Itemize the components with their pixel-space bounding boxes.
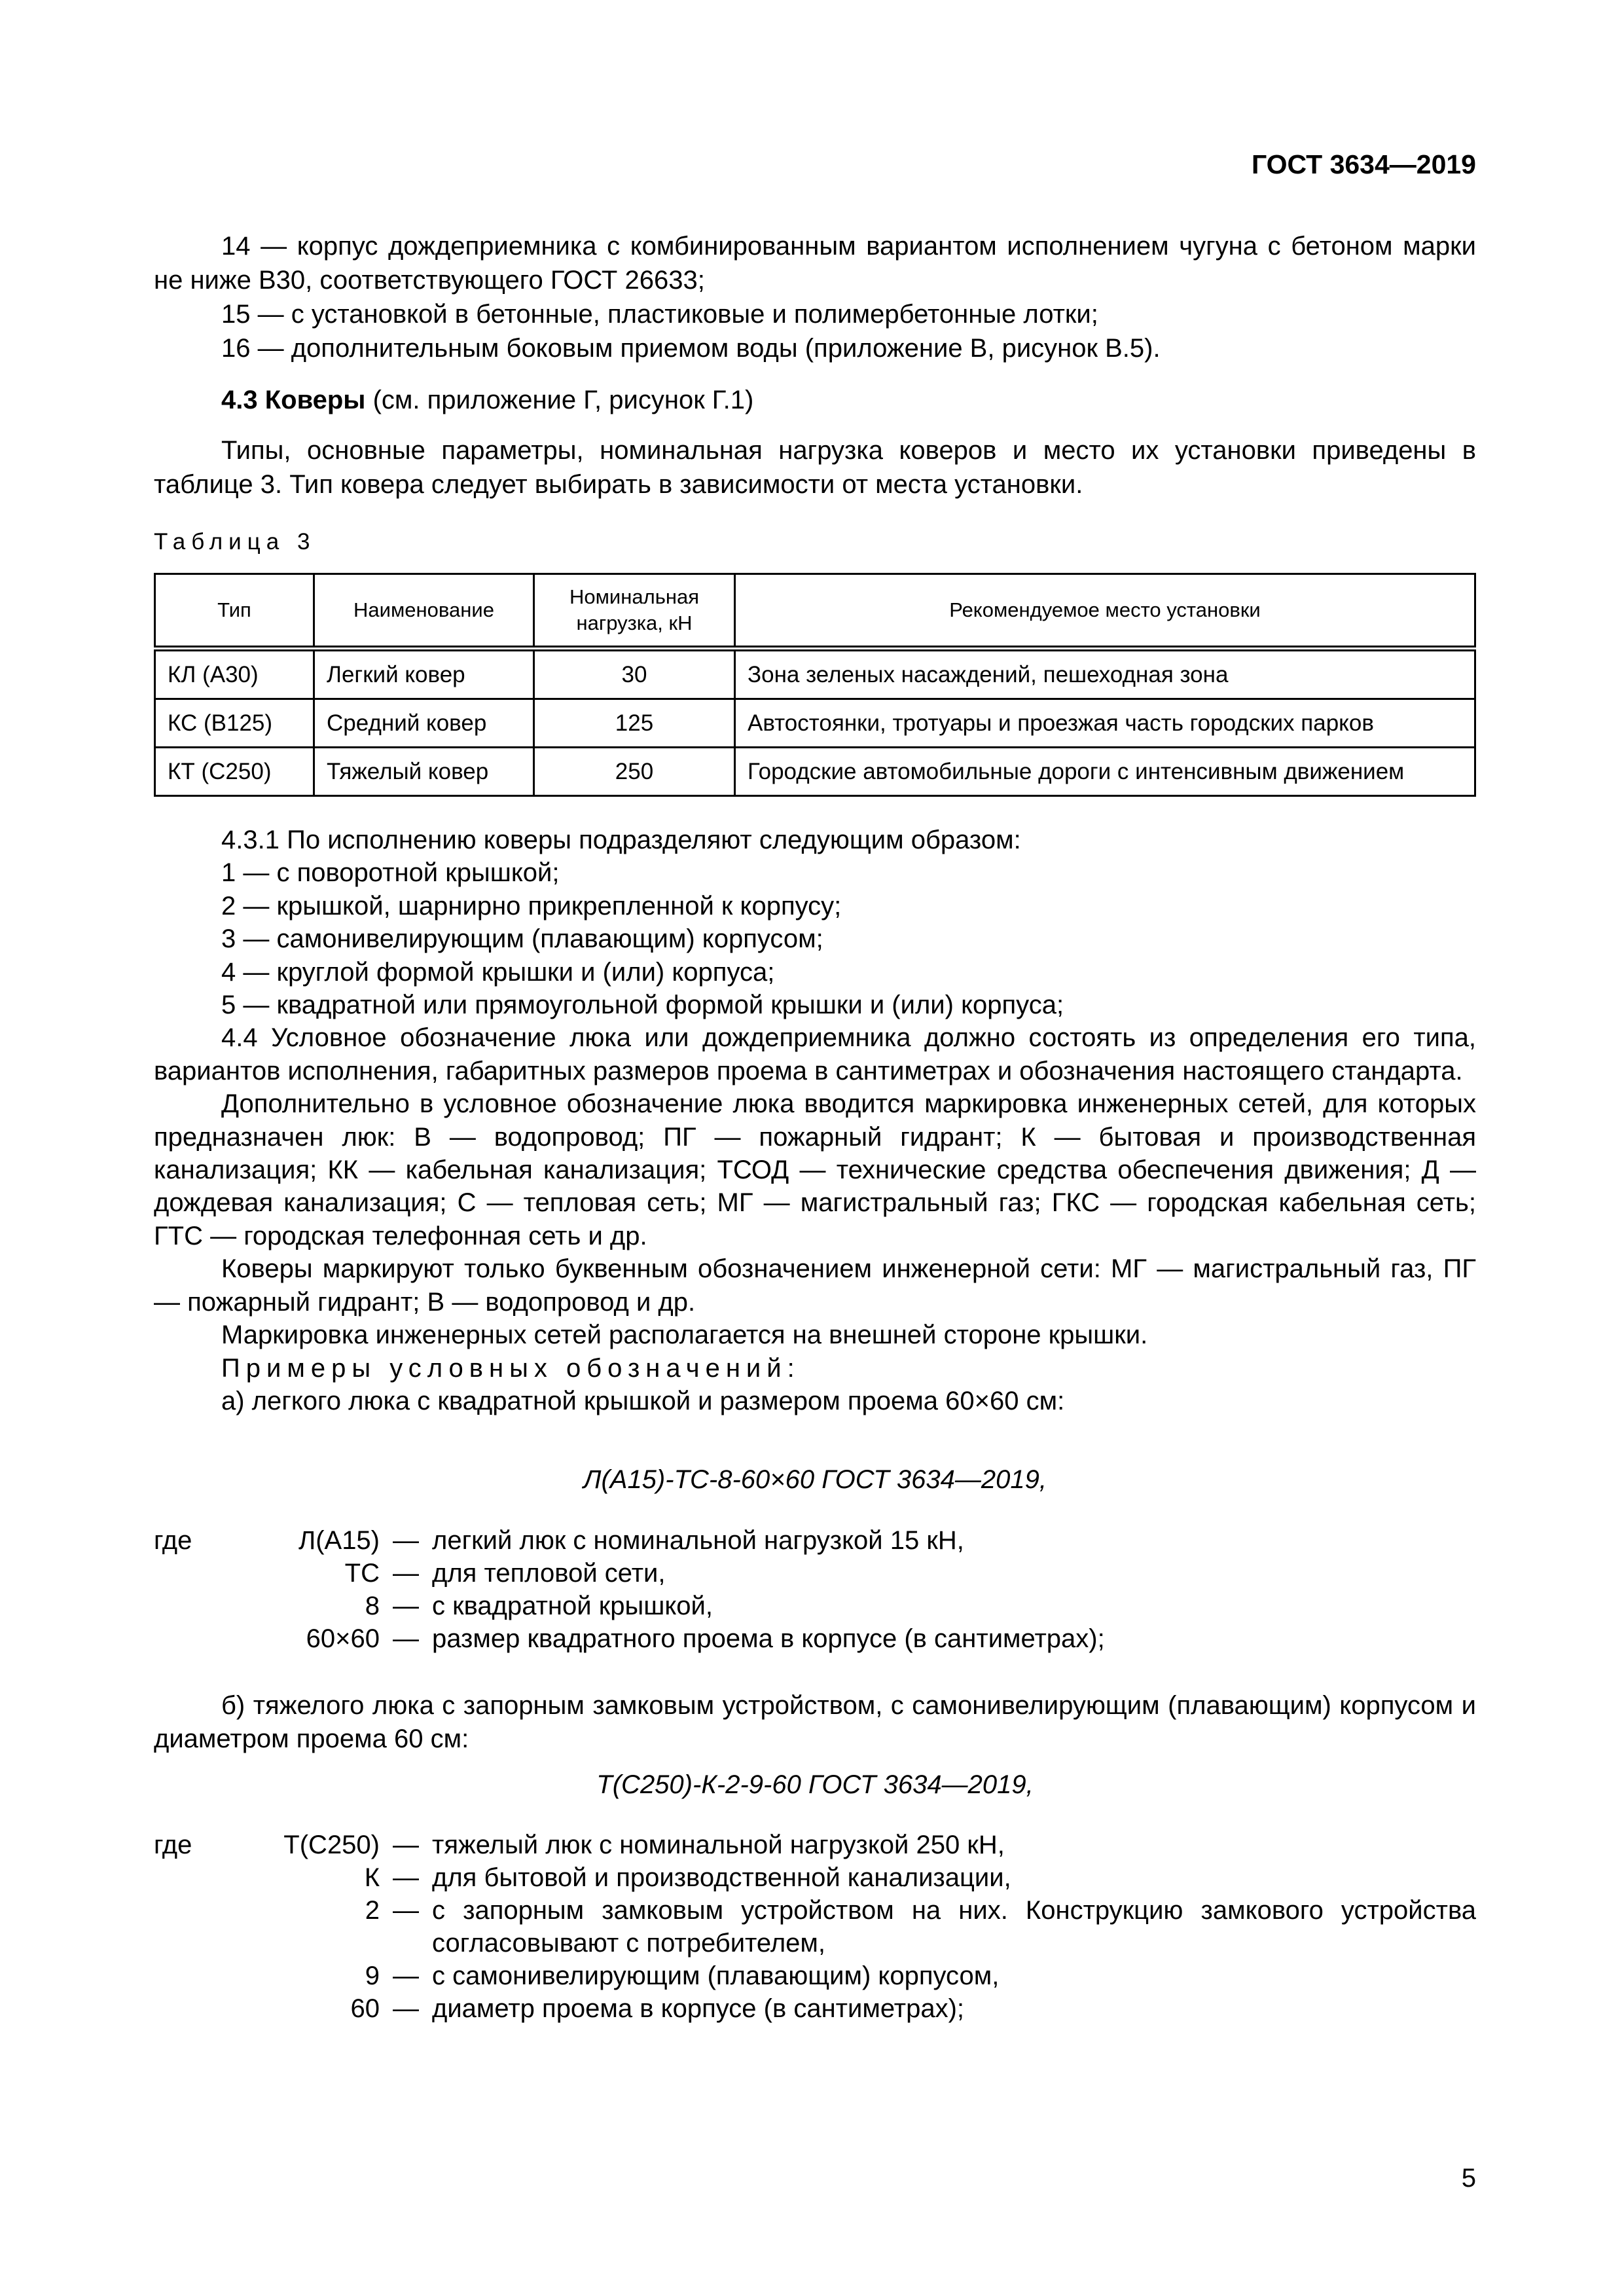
section-paragraph (154, 433, 1476, 501)
document-code-header: ГОСТ 3634—2019 (1251, 149, 1476, 179)
dash: — (393, 1592, 419, 1620)
cell-name: Тяжелый ковер (314, 748, 534, 796)
section-heading (154, 384, 1476, 417)
definition-value: тяжелый люк с номинальной нагрузкой 250 кН, (432, 1831, 1005, 1859)
definition-key: 60 (350, 1994, 380, 2023)
cell-load: 125 (534, 699, 735, 748)
definition-row (154, 1992, 1476, 2025)
section-title: 4.3 Коверы (221, 386, 366, 414)
table-row (155, 699, 1475, 748)
cell-place: Городские автомобильные дороги с интенсивным движением (735, 748, 1475, 796)
cell-place: Автостоянки, тротуары и проезжая часть городских парков (735, 699, 1475, 748)
table-row (155, 748, 1475, 796)
definition-key: ТС (344, 1559, 380, 1588)
definition-row (154, 1894, 1476, 1959)
example-a-definitions (154, 1524, 1476, 1655)
definition-value: легкий люк с номинальной нагрузкой 15 кН, (432, 1526, 964, 1555)
example-a-formula: Л(А15)-ТС-8-60×60 ГОСТ 3634—2019, (583, 1465, 1047, 1494)
definition-key: 2 (365, 1896, 380, 1925)
definition-row (154, 1861, 1476, 1894)
column-header: Наименование (314, 574, 534, 649)
cell-load: 250 (534, 748, 735, 796)
definition-key: Т(С250) (283, 1831, 380, 1859)
definition-row (154, 1524, 1476, 1557)
definition-value: для бытовой и производственной канализации, (432, 1863, 1011, 1892)
coverings-table (154, 573, 1476, 797)
paragraph: Типы, основные параметры, номинальная нагрузка коверов и место их установки приведены в таблице 3. Тип ковера следует выбирать в зависимости от места установки. (154, 436, 1476, 499)
dash: — (393, 1961, 419, 1990)
where-label: где (154, 1526, 192, 1555)
paragraph: Коверы маркируют только буквенным обозначением инженерной сети: МГ — магистральный газ, ПГ — пожарный гидрант; В — водопровод и др. (154, 1254, 1476, 1317)
cell-type: КЛ (А30) (155, 649, 314, 699)
definition-key: 9 (365, 1961, 380, 1990)
definition-value: размер квадратного проема в корпусе (в сантиметрах); (432, 1624, 1105, 1653)
dash: — (393, 1994, 419, 2023)
example-b-formula: Т(С250)-К-2-9-60 ГОСТ 3634—2019, (596, 1770, 1034, 1799)
list-item: 1 — с поворотной крышкой; (221, 858, 560, 888)
dash: — (393, 1831, 419, 1859)
section-ref: (см. приложение Г, рисунок Г.1) (365, 386, 754, 414)
page-number: 5 (1461, 2164, 1476, 2193)
example-b-definitions (154, 1829, 1476, 2025)
cell-type: КС (В125) (155, 699, 314, 748)
body-text (154, 824, 1476, 1417)
column-header: Рекомендуемое место установки (735, 574, 1475, 649)
definition-key: Л(А15) (298, 1526, 380, 1555)
definition-row (154, 1557, 1476, 1590)
example-b-text: б) тяжелого люка с запорным замковым устройством, с самонивелирующим (плавающим) корпусом и диаметром проема 60 см: (154, 1691, 1476, 1753)
table-row (155, 649, 1475, 699)
list-item: 14 — корпус дождеприемника с комбинированным вариантом исполнением чугуна с бетоном марки не ниже В30, соответствующего ГОСТ 26633; (154, 232, 1476, 295)
where-label: где (154, 1831, 192, 1859)
list-item: 2 — крышкой, шарнирно прикрепленной к корпусу; (221, 891, 842, 920)
example-a-text: а) легкого люка с квадратной крышкой и размером проема 60×60 см: (221, 1386, 1065, 1415)
example-b-intro (154, 1689, 1476, 1756)
dash: — (393, 1526, 419, 1555)
cell-place: Зона зеленых насаждений, пешеходная зона (735, 649, 1475, 699)
paragraph: Дополнительно в условное обозначение люка вводится маркировка инженерных сетей, для которых предназначен люк: В — водопровод; ПГ — пожарный гидрант; К — бытовая и производственная канализация; КК — кабельная канализация; ТСОД — технические средства обеспечения движения; Д — дождевая канализация; С — тепловая сеть; МГ — магистральный газ; ГКС — городская кабельная сеть; ГТС — городская телефонная сеть и др. (154, 1089, 1476, 1250)
definition-key: К (364, 1863, 380, 1892)
definition-value: для тепловой сети, (432, 1559, 666, 1588)
intro-list (154, 229, 1476, 365)
list-item: 15 — с установкой в бетонные, пластиковые и полимербетонные лотки; (221, 300, 1098, 329)
dash: — (393, 1896, 419, 1925)
dash: — (393, 1624, 419, 1653)
definition-row (154, 1590, 1476, 1622)
definition-key: 60×60 (306, 1624, 380, 1653)
dash: — (393, 1863, 419, 1892)
dash: — (393, 1559, 419, 1588)
definition-key: 8 (365, 1592, 380, 1620)
definition-row (154, 1829, 1476, 1861)
paragraph: 4.3.1 По исполнению коверы подразделяют следующим образом: (221, 826, 1021, 854)
definition-row (154, 1622, 1476, 1655)
examples-heading: Примеры условных обозначений: (221, 1353, 801, 1383)
table-header-row (155, 574, 1475, 649)
list-item: 4 — круглой формой крышки и (или) корпуса; (221, 957, 775, 987)
definition-row (154, 1959, 1476, 1992)
cell-name: Легкий ковер (314, 649, 534, 699)
definition-value: с самонивелирующим (плавающим) корпусом, (432, 1961, 1000, 1990)
cell-name: Средний ковер (314, 699, 534, 748)
list-item: 5 — квадратной или прямоугольной формой крышки и (или) корпуса; (221, 991, 1064, 1020)
cell-load: 30 (534, 649, 735, 699)
definition-value: диаметр проема в корпусе (в сантиметрах); (432, 1994, 965, 2023)
column-header: Тип (155, 574, 314, 649)
list-item: 3 — самонивелирующим (плавающим) корпусом; (221, 924, 823, 954)
cell-type: КТ (С250) (155, 748, 314, 796)
paragraph: Маркировка инженерных сетей располагается на внешней стороне крышки. (221, 1321, 1148, 1350)
list-item: 16 — дополнительным боковым приемом воды (приложение В, рисунок В.5). (221, 334, 1161, 363)
definition-value: с квадратной крышкой, (432, 1592, 713, 1620)
table-caption: Таблица 3 (154, 529, 316, 555)
definition-value: с запорным замковым устройством на них. Конструкцию замкового устройства согласовывают с потребителем, (432, 1896, 1476, 1958)
paragraph: 4.4 Условное обозначение люка или дождеприемника должно состоять из определения его типа, вариантов исполнения, габаритных размеров проема в сантиметрах и обозначения настоящего стандарта. (154, 1023, 1476, 1085)
column-header: Номинальная нагрузка, кН (534, 574, 735, 649)
